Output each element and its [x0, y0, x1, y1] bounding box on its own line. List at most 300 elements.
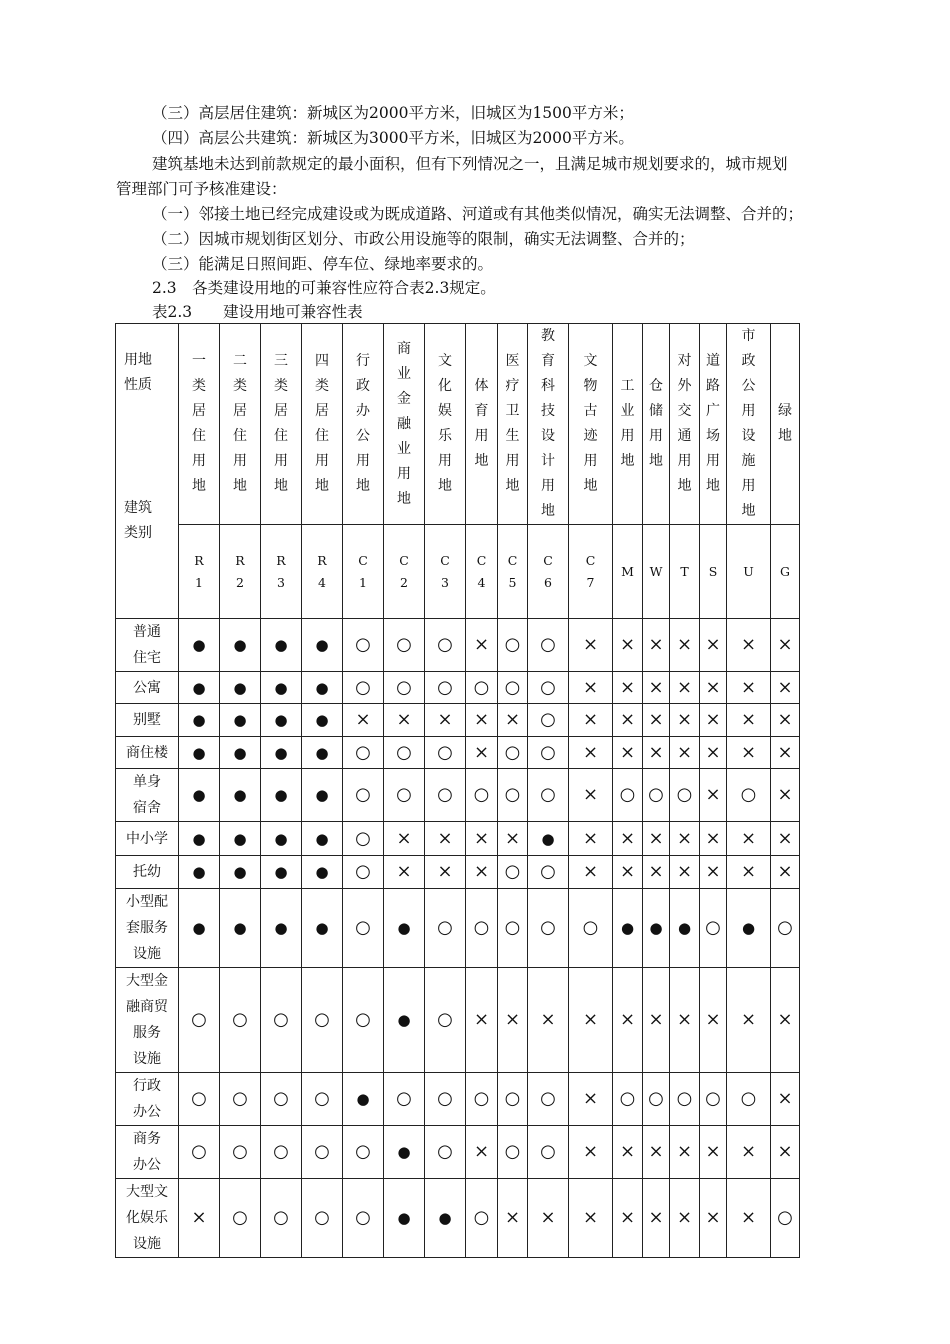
compatibility-cell	[220, 704, 261, 737]
incompatible-mark: ×	[473, 634, 490, 655]
incompatible-mark: ×	[396, 709, 412, 730]
row-building-type	[116, 769, 179, 822]
compatibility-cell	[425, 968, 466, 1073]
incompatible-mark: ×	[777, 861, 793, 882]
row-building-type	[116, 1179, 179, 1258]
conditional-mark: ○	[437, 1141, 453, 1162]
column-header-code	[425, 525, 466, 619]
column-header-name	[179, 324, 220, 525]
incompatible-mark: ×	[740, 634, 757, 655]
incompatible-mark: ×	[619, 861, 636, 882]
incompatible-mark: ×	[705, 709, 721, 730]
compatible-mark: ●	[677, 919, 692, 937]
column-header-name	[670, 324, 700, 525]
corner-building-type-label	[124, 496, 152, 546]
conditional-mark: ○	[473, 676, 490, 698]
compatibility-cell	[700, 737, 727, 769]
compatible-mark: ●	[192, 863, 206, 881]
conditional-mark: ○	[740, 1088, 757, 1109]
compatibility-cell	[302, 1073, 343, 1126]
compatibility-cell	[343, 968, 384, 1073]
compatibility-cell	[771, 1126, 800, 1179]
compatibility-cell	[771, 889, 800, 968]
conditional-mark: ○	[504, 1141, 521, 1162]
compatible-mark: ●	[233, 711, 247, 729]
incompatible-mark: ×	[777, 741, 793, 763]
compatible-mark: ●	[741, 919, 756, 937]
incompatible-mark: ×	[437, 861, 453, 882]
column-code: C2	[399, 552, 409, 590]
compatibility-cell	[220, 1179, 261, 1258]
compatibility-cell	[179, 1126, 220, 1179]
compatible-mark: ●	[274, 919, 288, 937]
incompatible-mark: ×	[473, 1009, 490, 1030]
row-building-type	[116, 672, 179, 704]
compatibility-cell	[528, 889, 569, 968]
compatibility-cell	[643, 1179, 670, 1258]
incompatible-mark: ×	[705, 827, 721, 849]
compatibility-cell	[220, 1126, 261, 1179]
column-code: R4	[317, 552, 327, 590]
compatibility-cell	[343, 889, 384, 968]
conditional-mark: ○	[473, 917, 490, 938]
conditional-mark: ○	[676, 1088, 693, 1109]
compatibility-cell	[498, 1073, 528, 1126]
conditional-mark: ○	[355, 1009, 371, 1030]
column-header-code	[771, 525, 800, 619]
conditional-mark: ○	[619, 1088, 636, 1109]
row-label-line: 商务	[133, 1131, 161, 1147]
compatibility-cell	[343, 1126, 384, 1179]
conditional-mark: ○	[314, 1207, 330, 1228]
conditional-mark: ○	[437, 1009, 453, 1030]
conditional-mark: ○	[473, 784, 490, 805]
column-header-name	[498, 324, 528, 525]
column-header-code	[643, 525, 670, 619]
compatibility-cell	[727, 1126, 771, 1179]
column-code: U	[743, 563, 754, 579]
incompatible-mark: ×	[582, 1088, 599, 1109]
conditional-mark: ○	[273, 1088, 289, 1109]
column-header-name	[384, 324, 425, 525]
compatibility-cell	[425, 1179, 466, 1258]
compatibility-cell	[302, 968, 343, 1073]
conditional-mark: ○	[355, 1141, 371, 1162]
compatibility-cell	[643, 968, 670, 1073]
conditional-mark: ○	[540, 1088, 556, 1109]
compatibility-cell	[425, 1073, 466, 1126]
conditional-mark: ○	[355, 634, 371, 655]
compatibility-cell	[179, 619, 220, 672]
compatibility-cell	[498, 856, 528, 889]
compatible-mark: ●	[192, 829, 206, 848]
column-code: C7	[585, 552, 596, 590]
corner-top-line: 用地	[124, 352, 152, 368]
compatibility-cell	[613, 672, 643, 704]
conditional-mark: ○	[396, 676, 412, 698]
incompatible-mark: ×	[619, 634, 636, 655]
incompatible-mark: ×	[191, 1207, 207, 1228]
compatibility-cell	[613, 856, 643, 889]
row-label-line: 融商贸	[126, 999, 168, 1015]
conditional-mark: ○	[273, 1207, 289, 1228]
row-label-line: 设施	[133, 1051, 161, 1067]
compatibility-cell	[569, 737, 613, 769]
compatibility-cell	[569, 619, 613, 672]
conditional-mark: ○	[355, 676, 371, 698]
compatibility-cell	[670, 822, 700, 856]
column-header-name	[528, 324, 569, 525]
incompatible-mark: ×	[676, 741, 693, 763]
column-code: W	[649, 563, 663, 579]
compatibility-cell	[643, 704, 670, 737]
compatibility-cell	[643, 1073, 670, 1126]
incompatible-mark: ×	[740, 676, 757, 698]
compatibility-cell	[343, 619, 384, 672]
compatibility-cell	[528, 856, 569, 889]
compatibility-cell	[384, 968, 425, 1073]
incompatible-mark: ×	[705, 784, 721, 805]
compatibility-cell	[727, 672, 771, 704]
compatibility-cell	[220, 822, 261, 856]
row-label-line: 大型金	[126, 973, 168, 989]
table-row	[116, 968, 800, 1073]
compatibility-cell	[261, 889, 302, 968]
column-name-vertical: 三类居住用地	[273, 353, 288, 494]
conditional-mark: ○	[232, 1088, 248, 1109]
compatibility-cell	[771, 1073, 800, 1126]
table-corner-header	[116, 324, 179, 619]
row-label-line: 套服务	[126, 920, 168, 936]
compatibility-cell	[670, 968, 700, 1073]
compatibility-cell	[700, 1126, 727, 1179]
compatibility-cell	[700, 1179, 727, 1258]
compatibility-cell	[384, 889, 425, 968]
row-label-line: 普通	[133, 624, 161, 640]
compatibility-cell	[466, 1073, 498, 1126]
compatibility-cell	[771, 968, 800, 1073]
column-name-vertical: 商业金融业用地	[396, 340, 411, 507]
conditional-mark: ○	[540, 1141, 556, 1162]
conditional-mark: ○	[504, 917, 521, 938]
incompatible-mark: ×	[648, 676, 664, 698]
compatibility-cell	[220, 619, 261, 672]
column-code: C5	[507, 552, 518, 590]
row-building-type	[116, 889, 179, 968]
incompatible-mark: ×	[676, 676, 693, 698]
compatibility-cell	[498, 769, 528, 822]
conditional-mark: ○	[396, 741, 412, 763]
incompatible-mark: ×	[504, 1009, 521, 1030]
compatibility-cell	[643, 1126, 670, 1179]
conditional-mark: ○	[396, 634, 412, 655]
compatibility-cell	[220, 889, 261, 968]
compatible-mark: ●	[315, 636, 329, 654]
column-header-code	[466, 525, 498, 619]
compatibility-cell	[302, 1126, 343, 1179]
column-header-code	[220, 525, 261, 619]
conditional-mark: ○	[504, 1088, 521, 1109]
compatibility-cell	[569, 889, 613, 968]
compatible-mark: ●	[397, 1209, 411, 1227]
compatibility-cell	[261, 672, 302, 704]
compatibility-cell	[643, 737, 670, 769]
compatibility-cell	[670, 769, 700, 822]
row-label-line: 中小学	[126, 830, 168, 847]
incompatible-mark: ×	[705, 634, 721, 655]
column-header-code	[302, 525, 343, 619]
compatibility-cell	[498, 737, 528, 769]
column-name-vertical: 一类居住用地	[191, 353, 206, 494]
paragraph-exception-intro-cont: 管理部门可予核准建设：	[116, 180, 287, 198]
incompatible-mark: ×	[705, 1141, 721, 1162]
compatibility-cell	[498, 968, 528, 1073]
compatible-mark: ●	[315, 919, 329, 937]
compatibility-cell	[179, 856, 220, 889]
incompatible-mark: ×	[473, 861, 490, 882]
compatible-mark: ●	[192, 743, 206, 762]
compatibility-cell	[498, 889, 528, 968]
row-label-line: 宿舍	[133, 800, 161, 816]
compatibility-cell	[727, 704, 771, 737]
incompatible-mark: ×	[582, 827, 599, 849]
compatible-mark: ●	[356, 1090, 370, 1108]
conditional-mark: ○	[504, 784, 521, 805]
conditional-mark: ○	[740, 784, 757, 805]
conditional-mark: ○	[777, 1207, 793, 1228]
column-header-code	[384, 525, 425, 619]
incompatible-mark: ×	[437, 827, 453, 849]
conditional-mark: ○	[582, 917, 599, 938]
compatibility-cell	[528, 672, 569, 704]
compatible-mark: ●	[274, 829, 288, 848]
incompatible-mark: ×	[676, 1009, 693, 1030]
incompatible-mark: ×	[473, 741, 490, 763]
compatibility-cell	[302, 769, 343, 822]
compatibility-cell	[179, 1179, 220, 1258]
compatibility-cell	[700, 672, 727, 704]
compatibility-cell	[179, 889, 220, 968]
compatibility-cell	[179, 704, 220, 737]
row-label-line: 公寓	[133, 679, 161, 696]
column-header-name	[343, 324, 384, 525]
compatibility-cell	[466, 822, 498, 856]
compatibility-cell	[466, 619, 498, 672]
compatibility-cell	[613, 619, 643, 672]
column-code: C3	[440, 552, 450, 590]
incompatible-mark: ×	[648, 1009, 664, 1030]
conditional-mark: ○	[191, 1141, 207, 1162]
column-code: R2	[235, 552, 245, 590]
conditional-mark: ○	[314, 1009, 330, 1030]
conditional-mark: ○	[705, 917, 721, 938]
conditional-mark: ○	[540, 741, 556, 763]
incompatible-mark: ×	[582, 1141, 599, 1162]
conditional-mark: ○	[676, 784, 693, 805]
column-header-code	[498, 525, 528, 619]
compatibility-cell	[179, 769, 220, 822]
column-header-code	[179, 525, 220, 619]
compatibility-cell	[179, 1073, 220, 1126]
compatibility-cell	[569, 1179, 613, 1258]
conditional-mark: ○	[314, 1141, 330, 1162]
compatibility-cell	[261, 619, 302, 672]
compatibility-cell	[466, 1126, 498, 1179]
incompatible-mark: ×	[740, 1141, 757, 1162]
conditional-mark: ○	[540, 709, 556, 730]
row-label-line: 设施	[133, 1236, 161, 1252]
incompatible-mark: ×	[540, 1009, 556, 1030]
compatibility-cell	[528, 704, 569, 737]
row-label-line: 设施	[133, 946, 161, 962]
compatible-mark: ●	[274, 711, 288, 729]
column-name-vertical: 四类居住用地	[314, 353, 329, 494]
compatibility-cell	[343, 769, 384, 822]
compatibility-cell	[302, 822, 343, 856]
table-row	[116, 619, 800, 672]
compatibility-cell	[343, 737, 384, 769]
compatibility-cell	[302, 737, 343, 769]
compatibility-cell	[700, 856, 727, 889]
row-building-type	[116, 856, 179, 889]
compatibility-cell	[569, 1126, 613, 1179]
column-header-code	[613, 525, 643, 619]
compatibility-table	[115, 323, 800, 1258]
incompatible-mark: ×	[705, 861, 721, 882]
column-header-name	[727, 324, 771, 525]
compatibility-cell	[343, 672, 384, 704]
compatibility-cell	[425, 822, 466, 856]
incompatible-mark: ×	[504, 1207, 521, 1228]
compatibility-cell	[466, 737, 498, 769]
row-label-line: 托幼	[133, 864, 161, 880]
row-building-type	[116, 1073, 179, 1126]
incompatible-mark: ×	[676, 709, 693, 730]
compatibility-cell	[643, 889, 670, 968]
compatibility-cell	[727, 619, 771, 672]
column-name-vertical: 文化娱乐用地	[437, 353, 452, 494]
conditional-mark: ○	[437, 634, 453, 655]
row-label-line: 办公	[133, 1157, 161, 1173]
compatibility-cell	[727, 769, 771, 822]
compatible-mark: ●	[192, 711, 206, 729]
compatibility-cell	[670, 889, 700, 968]
compatibility-cell	[643, 769, 670, 822]
table-row	[116, 1179, 800, 1258]
conditional-mark: ○	[232, 1141, 248, 1162]
compatibility-cell	[613, 769, 643, 822]
column-code: C1	[358, 552, 368, 590]
corner-land-use-label	[124, 348, 152, 398]
compatibility-cell	[302, 856, 343, 889]
compatible-mark: ●	[233, 786, 247, 804]
compatible-mark: ●	[397, 1011, 411, 1029]
column-name-vertical: 文物古迹用地	[583, 353, 598, 494]
compatibility-cell	[700, 769, 727, 822]
compatibility-cell	[569, 672, 613, 704]
column-name-vertical: 绿地	[777, 403, 792, 444]
compatibility-cell	[343, 822, 384, 856]
column-header-name	[466, 324, 498, 525]
incompatible-mark: ×	[582, 634, 599, 655]
compatibility-cell	[220, 1073, 261, 1126]
paragraph-exception-1: （一）邻接土地已经完成建设或为既成道路、河道或有其他类似情况，确实无法调整、合并的；	[152, 205, 804, 223]
table-row	[116, 889, 800, 968]
compatible-mark: ●	[315, 678, 329, 697]
column-name-vertical: 医疗卫生用地	[505, 353, 520, 494]
compatibility-cell	[613, 1073, 643, 1126]
compatibility-cell	[528, 968, 569, 1073]
conditional-mark: ○	[191, 1009, 207, 1030]
incompatible-mark: ×	[740, 1009, 757, 1030]
incompatible-mark: ×	[648, 634, 664, 655]
compatibility-cell	[670, 1073, 700, 1126]
compatibility-cell	[727, 737, 771, 769]
compatibility-cell	[384, 822, 425, 856]
conditional-mark: ○	[504, 676, 521, 698]
table-row	[116, 1073, 800, 1126]
compatibility-cell	[220, 672, 261, 704]
incompatible-mark: ×	[777, 1088, 793, 1109]
compatibility-cell	[425, 737, 466, 769]
incompatible-mark: ×	[582, 676, 599, 698]
row-label-line: 住宅	[133, 650, 161, 666]
incompatible-mark: ×	[777, 827, 793, 849]
conditional-mark: ○	[355, 861, 371, 882]
column-header-code	[569, 525, 613, 619]
table-row	[116, 769, 800, 822]
column-name-vertical: 对外交通用地	[677, 353, 692, 494]
compatible-mark: ●	[397, 919, 411, 937]
compatibility-cell	[613, 822, 643, 856]
compatibility-cell	[425, 704, 466, 737]
compatibility-cell	[528, 1073, 569, 1126]
incompatible-mark: ×	[705, 741, 721, 763]
compatibility-cell	[771, 769, 800, 822]
compatible-mark: ●	[620, 919, 635, 937]
compatibility-cell	[528, 737, 569, 769]
compatible-mark: ●	[649, 919, 663, 937]
column-code: S	[708, 563, 718, 579]
compatibility-cell	[384, 1179, 425, 1258]
conditional-mark: ○	[314, 1088, 330, 1109]
compatible-mark: ●	[397, 1143, 411, 1161]
incompatible-mark: ×	[648, 861, 664, 882]
compatibility-cell	[727, 1179, 771, 1258]
compatibility-cell	[727, 856, 771, 889]
column-header-code	[528, 525, 569, 619]
row-label-line: 大型文	[126, 1184, 168, 1200]
compatibility-cell	[302, 672, 343, 704]
compatible-mark: ●	[315, 829, 329, 848]
compatible-mark: ●	[233, 636, 247, 654]
incompatible-mark: ×	[676, 1207, 693, 1228]
compatibility-cell	[613, 968, 643, 1073]
compatible-mark: ●	[233, 743, 247, 762]
paragraph-exception-3: （三）能满足日照间距、停车位、绿地率要求的。	[152, 255, 494, 273]
column-header-name	[261, 324, 302, 525]
paragraph-highrise-residential: （三）高层居住建筑：新城区为2000平方米，旧城区为1500平方米；	[152, 104, 634, 122]
compatibility-cell	[466, 968, 498, 1073]
paragraph-exception-intro: 建筑基地未达到前款规定的最小面积，但有下列情况之一，且满足城市规划要求的，城市规划	[152, 155, 788, 173]
column-header-code	[727, 525, 771, 619]
incompatible-mark: ×	[473, 709, 490, 730]
compatibility-cell	[670, 1126, 700, 1179]
incompatible-mark: ×	[582, 709, 599, 730]
compatible-mark: ●	[192, 636, 206, 654]
incompatible-mark: ×	[777, 709, 793, 730]
compatible-mark: ●	[315, 743, 329, 762]
